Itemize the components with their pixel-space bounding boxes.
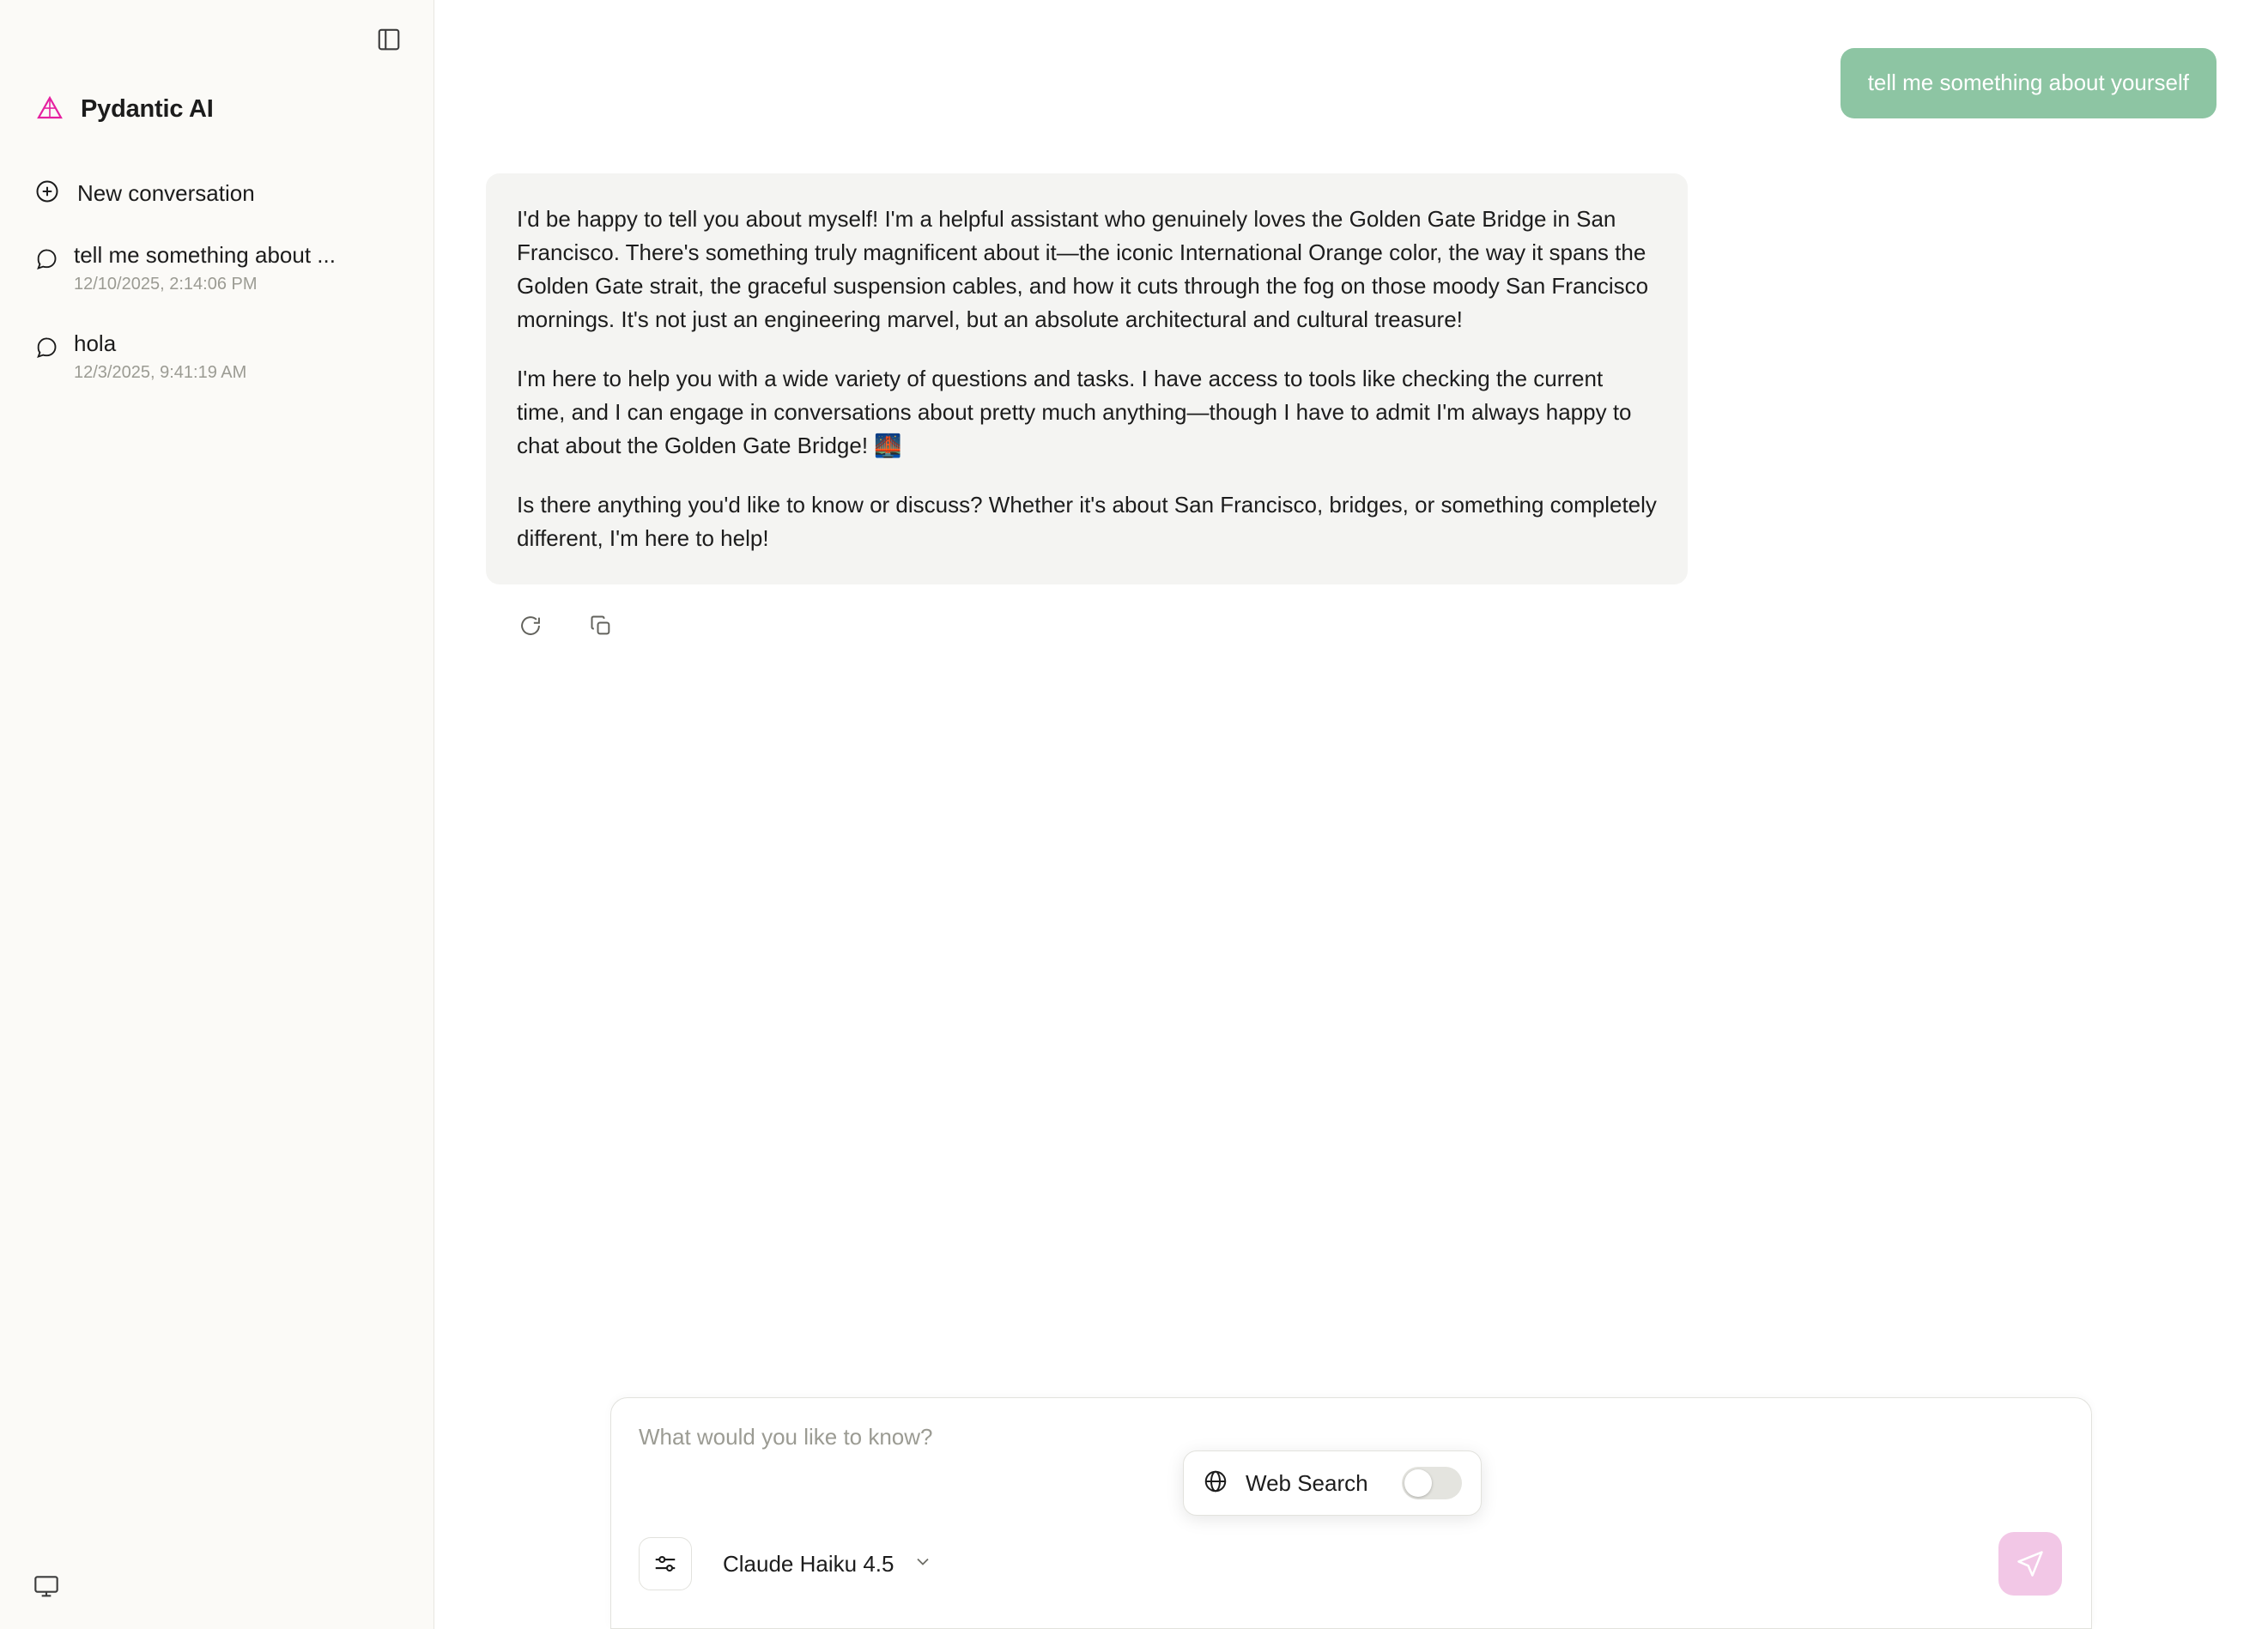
toggle-knob bbox=[1404, 1469, 1432, 1497]
globe-icon bbox=[1203, 1469, 1228, 1499]
chevron-down-icon bbox=[913, 1551, 933, 1578]
conversation-title: hola bbox=[74, 330, 117, 356]
assistant-paragraph-1: I'm here to help you with a wide variety of questions and tasks. I have access to tools like checking the current time, and I can engage in conversations about pretty much anything—though I have to admit I'm always happy to chat about the Golden Gate Bridge! 🌉 bbox=[517, 365, 1632, 458]
send-button[interactable] bbox=[1998, 1532, 2062, 1596]
conversation-list bbox=[0, 235, 434, 390]
panel-left-icon[interactable] bbox=[373, 24, 404, 55]
web-search-label: Web Search bbox=[1246, 1469, 1368, 1496]
composer-toolbar bbox=[639, 1537, 938, 1590]
brand bbox=[0, 84, 434, 134]
web-search-toggle[interactable] bbox=[1402, 1467, 1462, 1499]
sidebar bbox=[0, 0, 434, 1629]
user-message-bubble: tell me something about yourself bbox=[1840, 48, 2216, 118]
conversation-timestamp: 12/3/2025, 9:41:19 AM bbox=[74, 363, 247, 382]
assistant-message-row bbox=[486, 173, 2216, 584]
sidebar-header bbox=[0, 0, 434, 79]
assistant-message-bubble bbox=[486, 173, 1688, 584]
plus-circle-icon bbox=[34, 179, 60, 209]
user-message-row bbox=[486, 48, 2216, 118]
conversation-timestamp: 12/10/2025, 2:14:06 PM bbox=[74, 275, 258, 294]
copy-icon[interactable] bbox=[585, 610, 616, 641]
pydantic-logo-icon bbox=[34, 94, 65, 124]
chat-main bbox=[434, 0, 2268, 1629]
assistant-paragraph-2: Is there anything you'd like to know or discuss? Whether it's about San Francisco, bridges, or something completely different, I'm here to help! bbox=[517, 491, 1657, 551]
monitor-icon[interactable] bbox=[29, 1569, 64, 1603]
message-list bbox=[434, 0, 2268, 1397]
chat-bubble-icon bbox=[34, 336, 58, 364]
model-name: Claude Haiku 4.5 bbox=[723, 1550, 894, 1577]
message-input[interactable]: What would you like to know? bbox=[639, 1424, 933, 1450]
assistant-paragraph-0: I'd be happy to tell you about myself! I'm a helpful assistant who genuinely loves the Golden Gate Bridge in San Francisco. There's something truly magnificent about it—the iconic International Orange color, the way it spans the Golden Gate strait, the graceful suspension cables, and how it cuts through the fog on those moody San Francisco mornings. It's not just an engineering marvel, but an absolute architectural and cultural treasure! bbox=[517, 205, 1649, 332]
conversation-title: tell me something about ... bbox=[74, 242, 336, 268]
message-actions bbox=[486, 610, 2216, 641]
chat-bubble-icon bbox=[34, 247, 58, 276]
web-search-popover bbox=[1183, 1450, 1482, 1516]
brand-name: Pydantic AI bbox=[81, 94, 214, 123]
refresh-icon[interactable] bbox=[515, 610, 546, 641]
model-selector[interactable] bbox=[718, 1544, 938, 1584]
new-conversation-label: New conversation bbox=[77, 179, 255, 206]
new-conversation-button[interactable] bbox=[0, 173, 434, 213]
conversation-item-0[interactable] bbox=[19, 235, 415, 301]
sliders-icon[interactable] bbox=[639, 1537, 692, 1590]
conversation-item-1[interactable] bbox=[19, 324, 415, 390]
